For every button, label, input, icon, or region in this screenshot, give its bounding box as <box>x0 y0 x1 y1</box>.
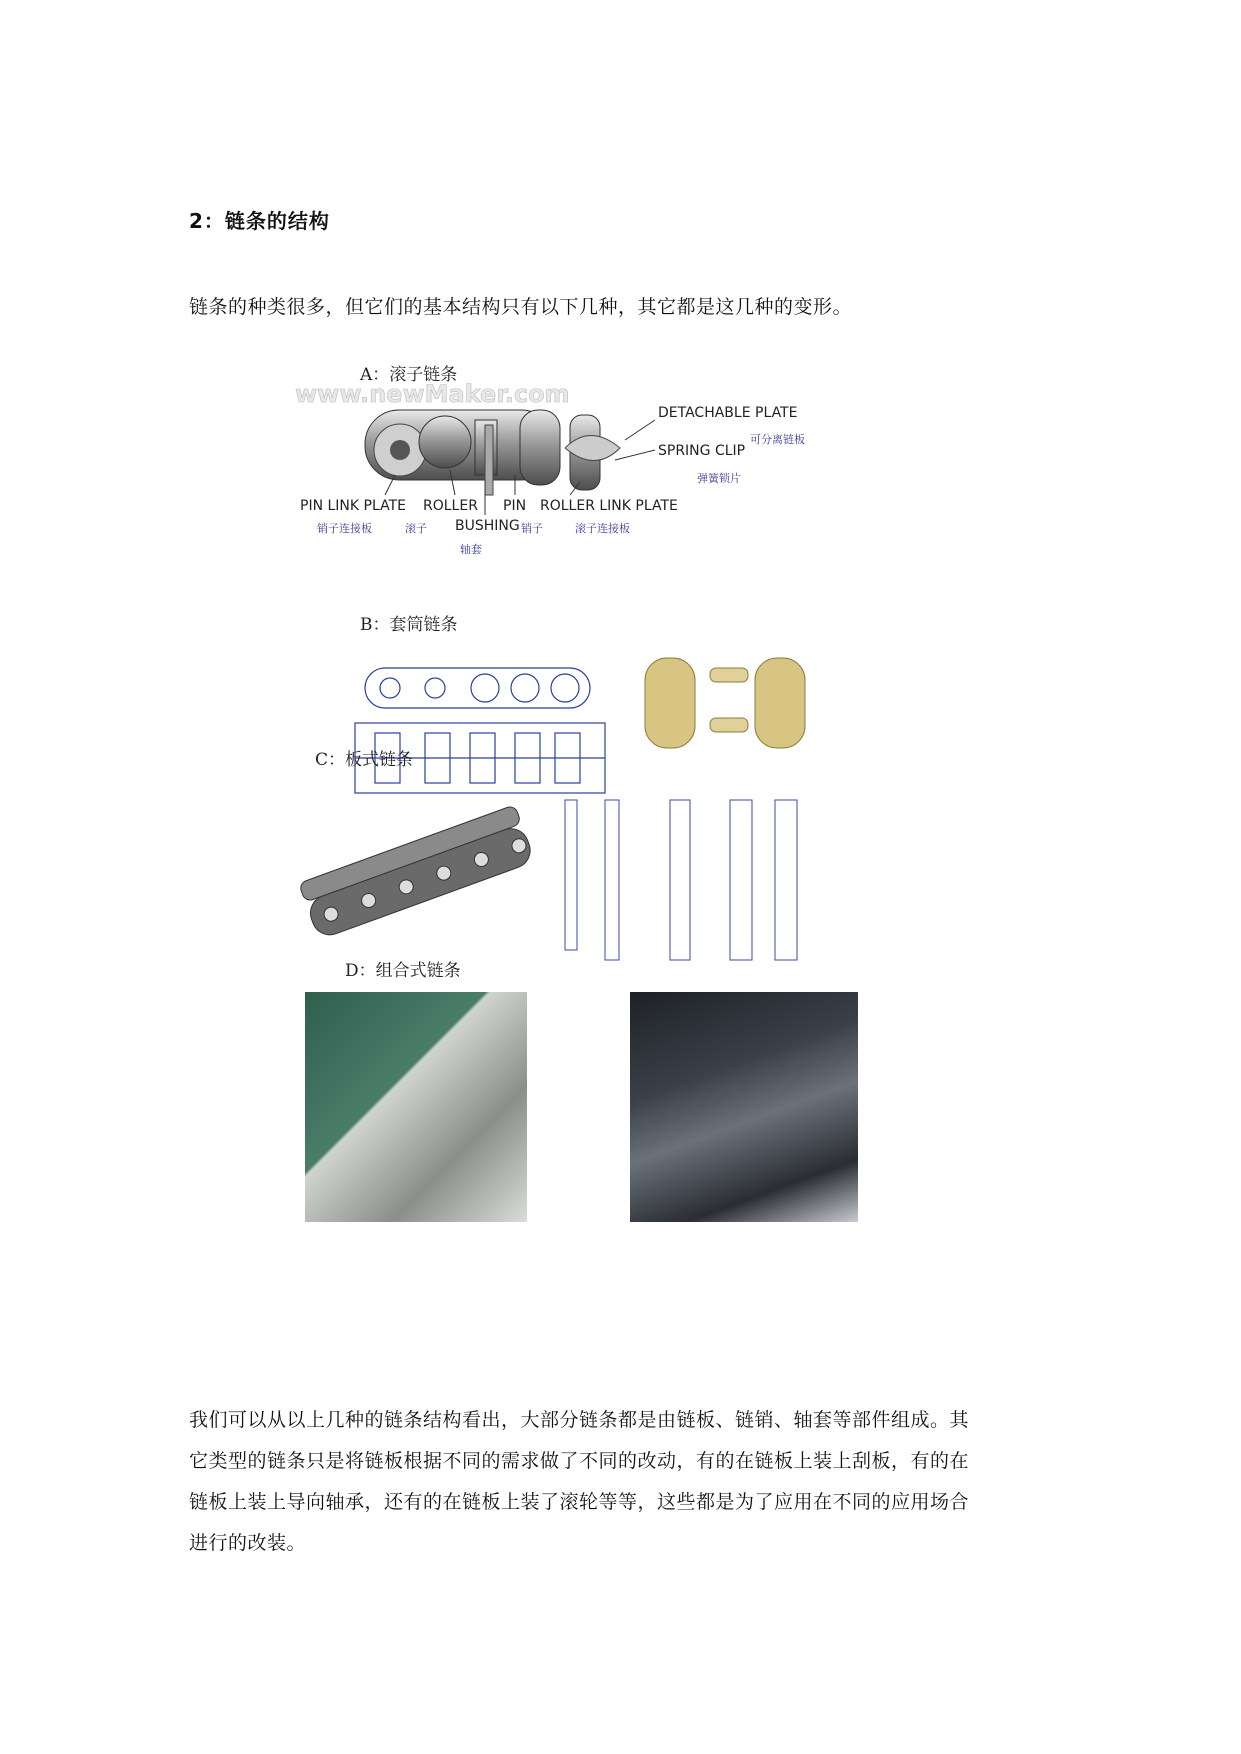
spring-clip-caption-cn: 弹簧锁片 <box>697 472 741 485</box>
roller-link-plate-caption-cn: 滚子连接板 <box>575 522 630 535</box>
summary-line: 它类型的链条只是将链板根据不同的需求做了不同的改动，有的在链板上装上刮板，有的在 <box>189 1450 970 1472</box>
plate-chain-illustration <box>325 780 925 980</box>
pin-caption: PIN <box>503 498 527 514</box>
pin-link-plate-caption-cn: 销子连接板 <box>317 522 372 535</box>
summary-line: 进行的改装。 <box>189 1532 307 1554</box>
summary-line: 我们可以从以上几种的链条结构看出，大部分链条都是由链板、链销、轴套等部件组成。其 <box>189 1409 970 1431</box>
roller-link-plate-caption: ROLLER LINK PLATE <box>540 498 678 514</box>
bushing-caption: BUSHING <box>455 518 520 534</box>
summary-line: 链板上装上导向轴承，还有的在链板上装了滚轮等等，这些都是为了应用在不同的应用场合 <box>189 1491 970 1513</box>
pin-shape <box>485 425 493 495</box>
watermark-text: www.newMaker.com <box>295 380 570 408</box>
detachable-plate-caption: DETACHABLE PLATE <box>658 405 798 421</box>
detachable-plate-caption-cn: 可分离链板 <box>750 433 805 446</box>
pin-caption-cn: 销子 <box>521 522 543 535</box>
intro-text: 链条的种类很多，但它们的基本结构只有以下几种，其它都是这几种的变形。 <box>189 296 853 318</box>
section-d-label: D：组合式链条 <box>345 961 461 981</box>
section-b-label: B：套筒链条 <box>360 615 458 635</box>
chain-structure-figure <box>295 360 925 1360</box>
pin-link-plate-caption: PIN LINK PLATE <box>300 498 406 514</box>
spring-clip-caption: SPRING CLIP <box>658 443 746 459</box>
roller-caption: ROLLER <box>423 498 478 514</box>
roller-caption-cn: 滚子 <box>405 522 427 535</box>
roller-chain-diagram <box>295 370 925 580</box>
summary-paragraph <box>189 1400 1059 1564</box>
section-c-label: C：板式链条 <box>315 750 414 770</box>
combined-chain-photo-1 <box>305 992 527 1222</box>
bushing-caption-cn: 轴套 <box>460 543 482 556</box>
section-heading: 2：链条的结构 <box>189 209 330 233</box>
section-a-label: A：滚子链条 <box>360 365 458 385</box>
bush-chain-drawing <box>325 638 925 798</box>
combined-chain-photo-2 <box>630 992 858 1222</box>
link-plate-sketch <box>645 658 805 748</box>
